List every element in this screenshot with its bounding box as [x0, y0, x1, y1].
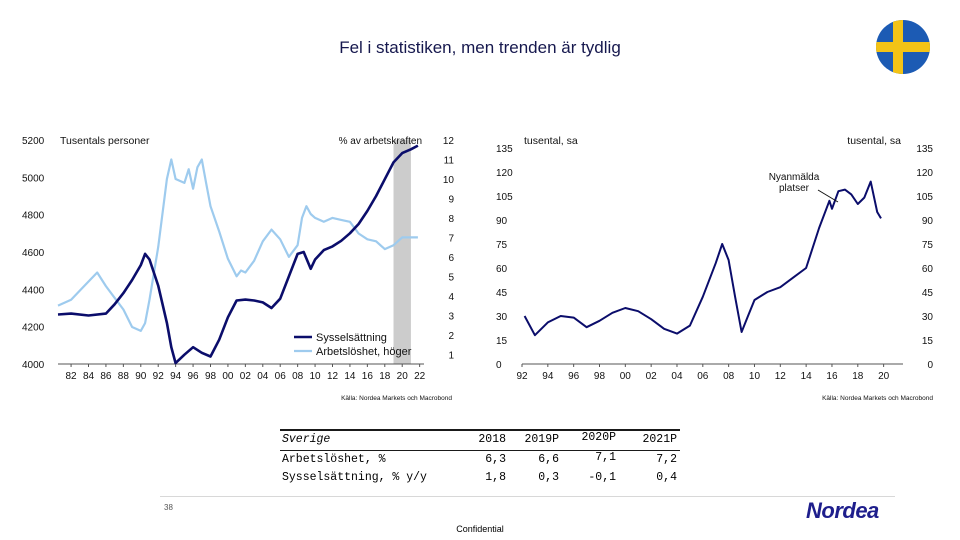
y2-tick-label: 5: [448, 272, 454, 284]
y-tick-label: 0: [496, 360, 502, 371]
y-tick-label: 90: [496, 216, 508, 227]
x-tick-label: 94: [542, 371, 554, 382]
y2-tick-label: 2: [448, 330, 454, 342]
x-tick-label: 98: [593, 371, 606, 382]
x-tick-label: 20: [878, 371, 890, 382]
x-tick-label: 20: [396, 371, 408, 382]
x-tick-label: 22: [414, 371, 426, 382]
table-top-rule: [280, 429, 680, 431]
table-row: [280, 453, 680, 469]
y2-tick-label: 60: [921, 264, 933, 275]
table-cell: 7,2: [656, 453, 677, 466]
x-tick-label: 88: [117, 371, 129, 382]
y-tick-label: 30: [496, 312, 508, 323]
y-tick-label: 4400: [22, 285, 45, 297]
y-tick-label: 135: [496, 144, 513, 155]
y2-tick-label: 75: [921, 240, 933, 251]
sweden-flag-icon: [876, 20, 930, 74]
y2-tick-label: 12: [442, 136, 454, 147]
y2-tick-label: 8: [448, 213, 454, 225]
y-tick-label: 45: [496, 288, 508, 299]
x-tick-label: 10: [309, 371, 321, 382]
y-tick-label: 120: [496, 168, 513, 179]
x-tick-label: 18: [852, 371, 864, 382]
y-tick-label: 5200: [22, 136, 45, 147]
table-header-year: 2019P: [524, 433, 559, 446]
table-cell: 6,6: [538, 453, 559, 466]
y2-tick-label: 6: [448, 252, 454, 264]
x-tick-label: 18: [379, 371, 391, 382]
x-tick-label: 00: [222, 371, 234, 382]
y2-tick-label: 10: [442, 174, 454, 186]
x-tick-label: 16: [361, 371, 373, 382]
x-tick-label: 08: [723, 371, 735, 382]
right-axis-unit: % av arbetskraften: [338, 136, 422, 147]
footer-divider: [160, 496, 895, 497]
x-tick-label: 04: [671, 371, 683, 382]
x-tick-label: 12: [774, 371, 786, 382]
y-tick-label: 4000: [22, 360, 45, 371]
x-tick-label: 96: [568, 371, 580, 382]
series-line-employment: [58, 146, 418, 364]
right-axis-unit: tusental, sa: [847, 135, 901, 147]
x-tick-label: 14: [800, 371, 812, 382]
y2-tick-label: 0: [927, 360, 933, 371]
slide-title: Fel i statistiken, men trenden är tydlig: [339, 38, 621, 57]
x-tick-label: 92: [152, 371, 164, 382]
y-tick-label: 4200: [22, 322, 45, 334]
y2-tick-label: 120: [916, 168, 933, 179]
table-header-rule: [280, 450, 680, 451]
x-tick-label: 14: [344, 371, 356, 382]
series-line-vacancies: [525, 182, 881, 336]
legend-label: Sysselsättning: [316, 332, 387, 344]
table-header-year: 2020P: [581, 431, 616, 444]
forecast-shade: [394, 140, 411, 364]
table-cell: -0,1: [588, 471, 616, 484]
employment-unemployment-chart: [20, 128, 460, 408]
table-cell: 0,3: [538, 471, 559, 484]
y-tick-label: 4800: [22, 210, 45, 222]
table-cell: 0,4: [656, 471, 677, 484]
series-line-unemployment: [58, 160, 418, 331]
chart-source: Källa: Nordea Markets och Macrobond: [341, 395, 452, 402]
y2-tick-label: 4: [448, 291, 454, 303]
x-tick-label: 00: [619, 371, 631, 382]
table-header-year: 2018: [478, 433, 506, 446]
page-number: 38: [164, 503, 173, 512]
table-cell: 1,8: [485, 471, 506, 484]
x-tick-label: 02: [239, 371, 251, 382]
y2-tick-label: 30: [921, 312, 933, 323]
x-tick-label: 90: [135, 371, 147, 382]
x-tick-label: 84: [82, 371, 95, 382]
y2-tick-label: 15: [921, 336, 933, 347]
y2-tick-label: 7: [448, 233, 454, 245]
x-tick-label: 82: [65, 371, 77, 382]
y2-tick-label: 1: [448, 350, 454, 362]
job-vacancies-chart: [494, 128, 938, 408]
y2-tick-label: 105: [916, 192, 933, 203]
y2-tick-label: 90: [921, 216, 933, 227]
y2-tick-label: 11: [443, 155, 454, 167]
confidential-label: Confidential: [456, 524, 504, 534]
chart-source: Källa: Nordea Markets och Macrobond: [822, 395, 933, 402]
x-tick-label: 96: [187, 371, 199, 382]
x-tick-label: 12: [326, 371, 339, 382]
y-tick-label: 60: [496, 264, 508, 275]
x-tick-label: 94: [170, 371, 182, 382]
y-tick-label: 15: [496, 336, 508, 347]
left-axis-unit: Tusentals personer: [60, 135, 150, 147]
table-header-year: 2021P: [642, 433, 677, 446]
x-tick-label: 10: [748, 371, 761, 382]
legend-label: Arbetslöshet, höger: [316, 346, 412, 358]
y-tick-label: 5000: [22, 173, 45, 185]
y-tick-label: 75: [496, 240, 508, 251]
y2-tick-label: 135: [916, 144, 933, 155]
x-tick-label: 08: [292, 371, 304, 382]
table-row: [280, 471, 680, 487]
annotation-label: platser: [778, 183, 810, 194]
annotation-label: Nyanmälda: [768, 172, 820, 183]
table-row-label: Arbetslöshet, %: [282, 453, 386, 466]
x-tick-label: 86: [100, 371, 112, 382]
y2-tick-label: 3: [448, 311, 454, 323]
x-tick-label: 04: [257, 371, 269, 382]
y-tick-label: 4600: [22, 248, 45, 259]
nordea-logo: Nordea: [806, 498, 879, 523]
y-tick-label: 105: [496, 192, 513, 203]
table-cell: 6,3: [485, 453, 506, 466]
x-tick-label: 06: [274, 371, 286, 382]
x-tick-label: 98: [204, 371, 217, 382]
x-tick-label: 02: [645, 371, 657, 382]
x-tick-label: 16: [826, 371, 838, 382]
annotation-arrow: [818, 190, 838, 202]
left-axis-unit: tusental, sa: [524, 135, 578, 147]
y2-tick-label: 45: [921, 288, 933, 299]
table-row-label: Sysselsättning, % y/y: [282, 471, 427, 484]
y2-tick-label: 9: [448, 194, 454, 206]
x-tick-label: 92: [516, 371, 528, 382]
table-header-row: [280, 433, 680, 449]
table-cell: 7,1: [595, 451, 616, 464]
x-tick-label: 06: [697, 371, 709, 382]
table-header-country: Sverige: [282, 433, 331, 446]
